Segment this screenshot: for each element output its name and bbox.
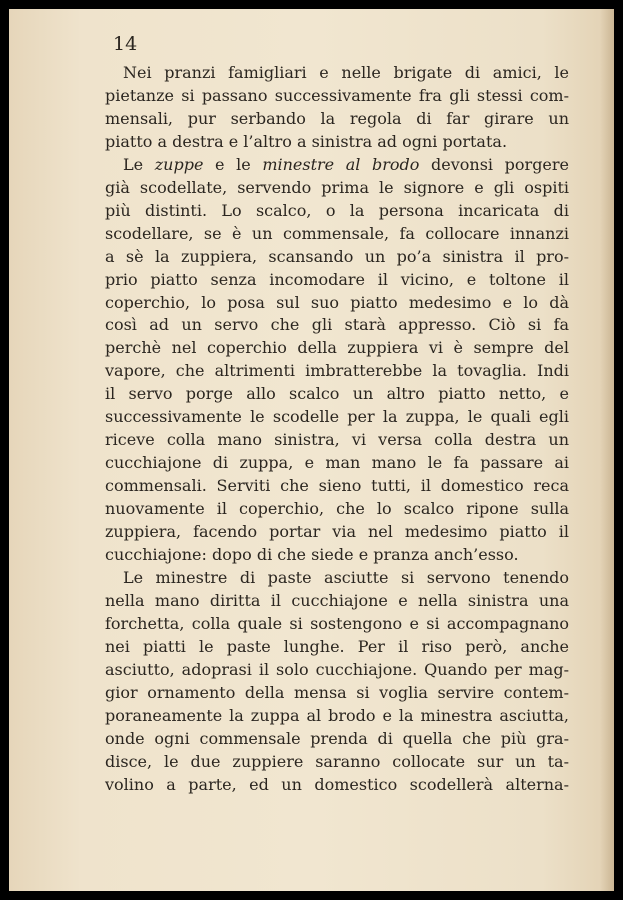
text-line: Nei pranzi famigliari e nelle brigate di amici, le xyxy=(123,63,569,82)
text-line: commensali. Serviti che sieno tutti, il domestico reca xyxy=(105,476,569,496)
text-line: mensali, pur serbando la regola di far girare un xyxy=(105,108,569,128)
text-line: pietanze si passano successivamente fra gli stessi com- xyxy=(105,85,569,105)
text-line: a sè la zuppiera, scansando un po’a sinistra il pro- xyxy=(105,246,569,266)
text-line: forchetta, colla quale si sostengono e si accompagnano xyxy=(105,613,569,633)
text-line: disce, le due zuppiere saranno collocate sur un ta- xyxy=(105,751,569,771)
text-line: piatto a destra e l’altro a sinistra ad ogni portata. xyxy=(105,131,508,151)
text-line: così ad un servo che gli starà appresso. Ciò si fa xyxy=(105,315,569,335)
text-line: Le minestre di paste asciutte si servono tenendo xyxy=(123,567,569,587)
text-line: successivamente le scodelle per la zuppa, le quali egli xyxy=(105,407,569,427)
text-line: vapore, che altrimenti imbratterebbe la tovaglia. Indi xyxy=(105,361,569,381)
text-line: nella mano diritta il cucchiajone e nella sinistra una xyxy=(105,590,569,610)
text-line: zuppiera, facendo portar via nel medesimo piatto il xyxy=(105,522,569,542)
text-line: nuovamente il coperchio, che lo scalco ripone sulla xyxy=(105,499,569,519)
text-line: perchè nel coperchio della zuppiera vi è sempre del xyxy=(105,338,569,358)
text-line: il servo porge allo scalco un altro piatto netto, e xyxy=(105,384,569,404)
text-line: cucchiajone di zuppa, e man mano le fa passare ai xyxy=(105,453,569,473)
text-line: riceve colla mano sinistra, vi versa colla destra un xyxy=(105,430,569,450)
text-line: già scodellate, servendo prima le signore e gli ospiti xyxy=(105,177,569,197)
text-line: poraneamente la zuppa al brodo e la minestra asciutta, xyxy=(105,705,569,725)
text-line: onde ogni commensale prenda di quella che più gra- xyxy=(105,728,569,748)
text-line: Le zuppe e le minestre al brodo devonsi porgere xyxy=(123,154,570,174)
body-text xyxy=(105,62,569,797)
text-line: più distinti. Lo scalco, o la persona incaricata di xyxy=(105,200,569,220)
text-line: nei piatti le paste lunghe. Per il riso però, anche xyxy=(105,636,569,656)
italic-term: minestre al brodo xyxy=(262,154,420,174)
italic-term: zuppe xyxy=(154,154,204,174)
page-number: 14 xyxy=(113,33,138,55)
text-line: gior ornamento della mensa si voglia servire contem- xyxy=(105,682,569,702)
text-line: volino a parte, ed un domestico scodellerà alterna- xyxy=(105,774,569,794)
text-line: prio piatto senza incomodare il vicino, e toltone il xyxy=(105,269,569,289)
text-line: scodellare, se è un commensale, fa collocare innanzi xyxy=(105,223,569,243)
book-page xyxy=(9,9,614,891)
text-line: asciutto, adoprasi il solo cucchiajone. Quando per mag- xyxy=(105,659,569,679)
text-line: coperchio, lo posa sul suo piatto medesimo e lo dà xyxy=(105,292,569,312)
text-line: cucchiajone: dopo di che siede e pranza anch’esso. xyxy=(105,545,519,565)
